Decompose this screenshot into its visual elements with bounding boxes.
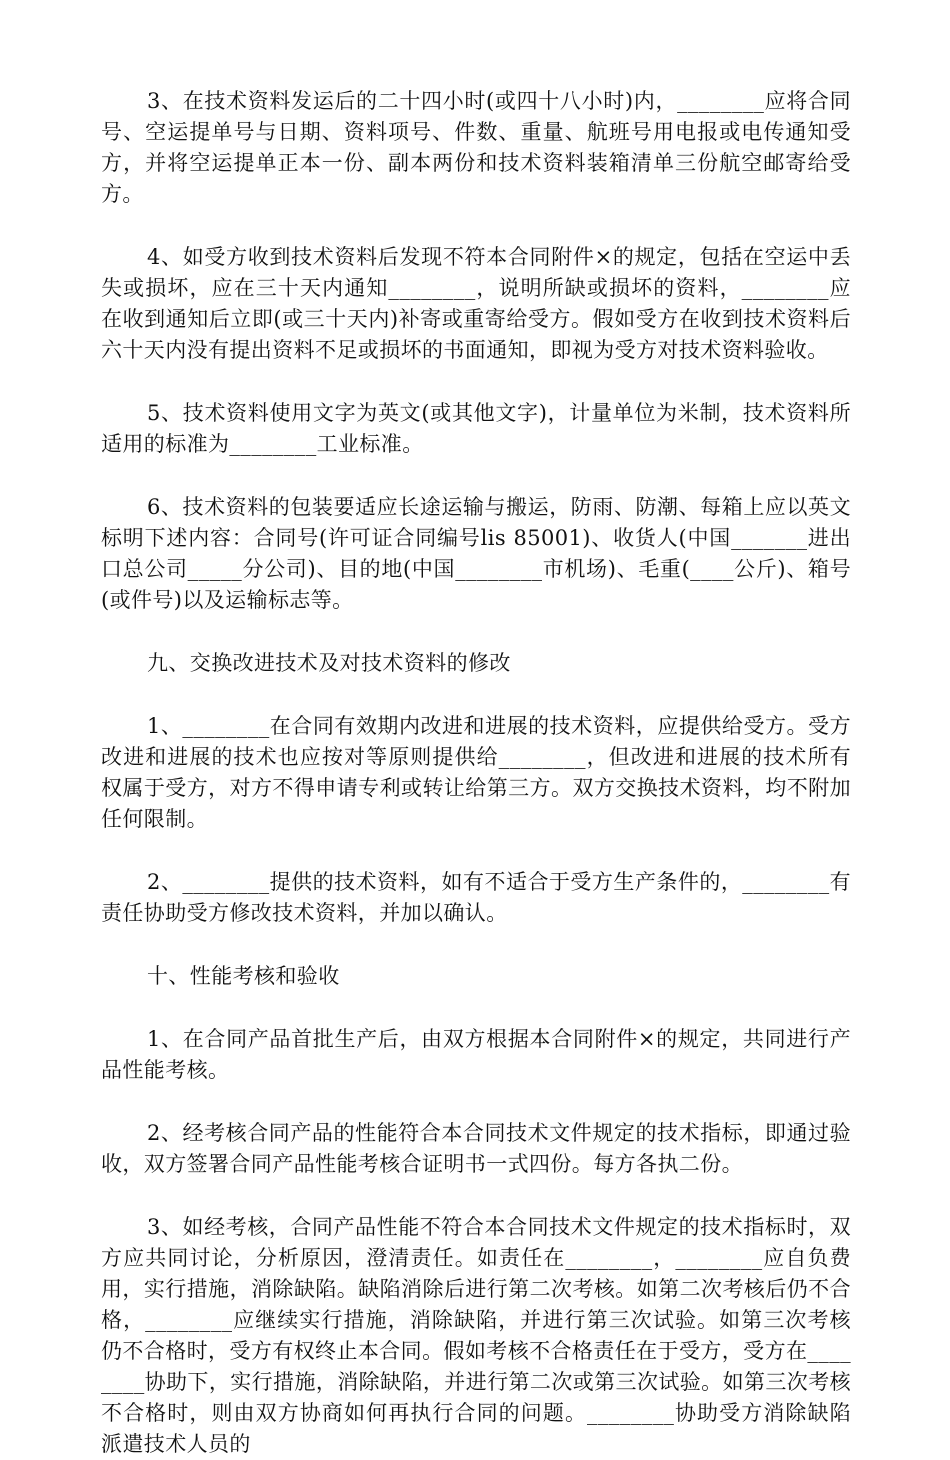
clause-paragraph: 2、经考核合同产品的性能符合本合同技术文件规定的技术指标，即通过验收，双方签署合同产品性能考核合证明书一式四份。每方各执二份。 — [101, 1121, 851, 1176]
document-page — [101, 86, 851, 1460]
clause-paragraph: 5、技术资料使用文字为英文(或其他文字)，计量单位为米制，技术资料所适用的标准为________工业标准。 — [101, 401, 851, 456]
clause-paragraph: 4、如受方收到技术资料后发现不符本合同附件×的规定，包括在空运中丢失或损坏，应在三十天内通知________，说明所缺或损坏的资料，________应在收到通知后立即(或三十天内)补寄或重寄给受方。假如受方在收到技术资料后六十天内没有提出资料不足或损坏的书面通知，即视为受方对技术资料验收。 — [101, 245, 851, 362]
clause-paragraph: 6、技术资料的包装要适应长途运输与搬运，防雨、防潮、每箱上应以英文标明下述内容：合同号(许可证合同编号lis 85001)、收货人(中国_______进出口总公司_____分公司)、目的地(中国________市机场)、毛重(____公斤)、箱号(或件号)以及运输标志等。 — [101, 495, 851, 612]
clause-paragraph: 1、在合同产品首批生产后，由双方根据本合同附件×的规定，共同进行产品性能考核。 — [101, 1027, 851, 1082]
section-heading: 九、交换改进技术及对技术资料的修改 — [147, 651, 511, 675]
clause-paragraph: 2、________提供的技术资料，如有不适合于受方生产条件的，________有责任协助受方修改技术资料，并加以确认。 — [101, 870, 851, 925]
clause-paragraph: 3、在技术资料发运后的二十四小时(或四十八小时)内，________应将合同号、空运提单号与日期、资料项号、件数、重量、航班号用电报或电传通知受方，并将空运提单正本一份、副本两份和技术资料装箱清单三份航空邮寄给受方。 — [101, 89, 851, 206]
section-heading: 十、性能考核和验收 — [147, 964, 340, 988]
clause-paragraph: 1、________在合同有效期内改进和进展的技术资料，应提供给受方。受方改进和进展的技术也应按对等原则提供给________，但改进和进展的技术所有权属于受方，对方不得申请专利或转让给第三方。双方交换技术资料，均不附加任何限制。 — [101, 714, 851, 831]
clause-paragraph: 3、如经考核，合同产品性能不符合本合同技术文件规定的技术指标时，双方应共同讨论，分析原因，澄清责任。如责任在________，________应自负费用，实行措施，消除缺陷。缺陷消除后进行第二次考核。如第二次考核后仍不合格，________应继续实行措施，消除缺陷，并进行第三次试验。如第三次考核仍不合格时，受方有权终止本合同。假如考核不合格责任在于受方，受方在________协助下，实行措施，消除缺陷，并进行第二次或第三次试验。如第三次考核不合格时，则由双方协商如何再执行合同的问题。________协助受方消除缺陷派遣技术人员的 — [101, 1215, 851, 1456]
